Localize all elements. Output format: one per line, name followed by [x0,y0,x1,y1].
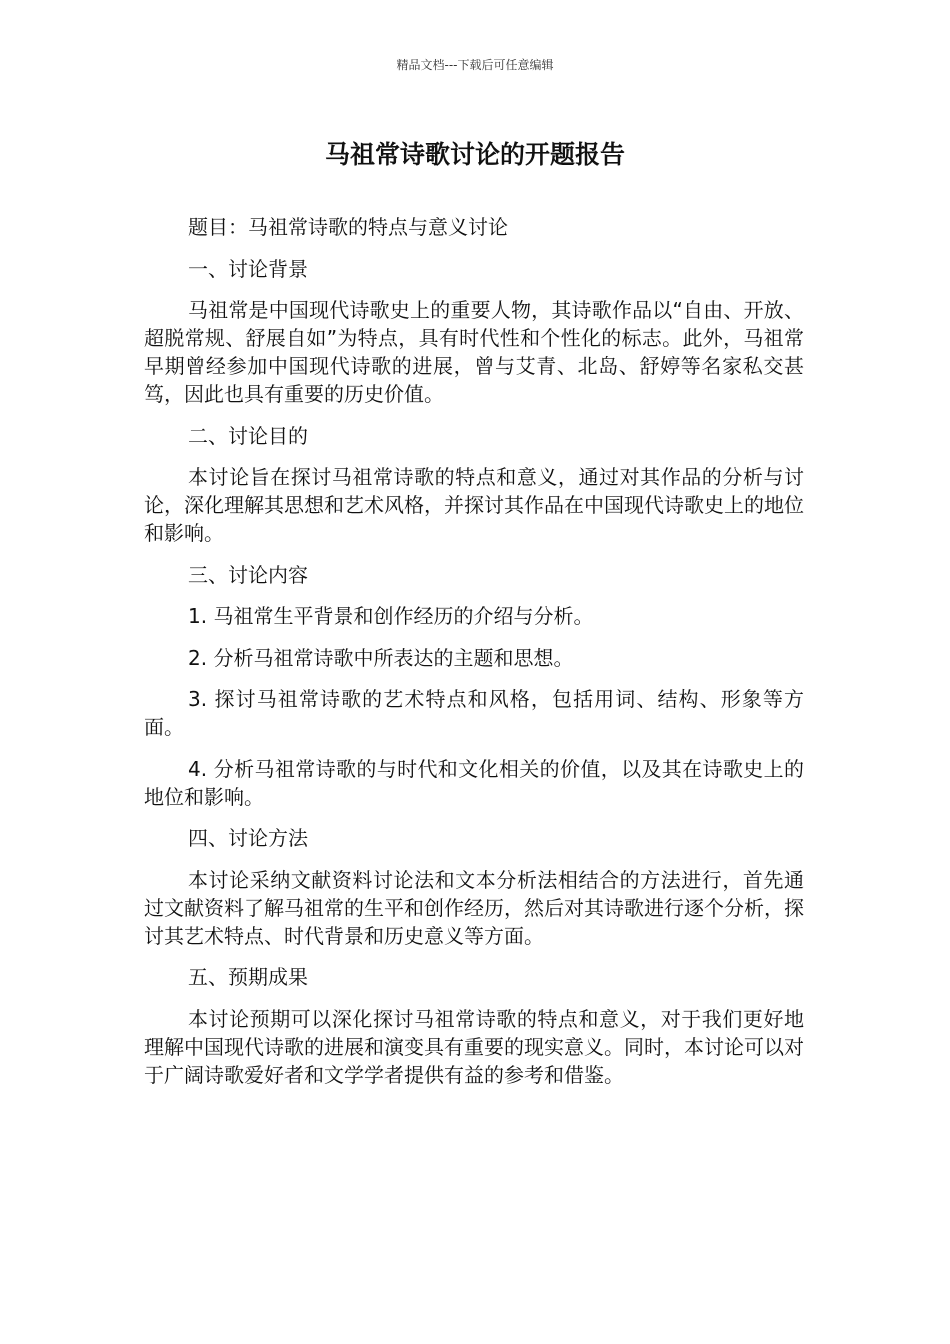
content-list-item: 2. 分析马祖常诗歌中所表达的主题和思想。 [188,645,574,670]
content-list-item: 3. 探讨马祖常诗歌的艺术特点和风格，包括用词、结构、形象等方面。 [144,687,804,739]
section-text-background: 马祖常是中国现代诗歌史上的重要人物，其诗歌作品以“自由、开放、超脱常规、舒展自如”为特点，具有时代性和个性化的标志。此外，马祖常早期曾经参加中国现代诗歌的进展，曾与艾青、北岛、舒婷等名家私交甚笃，因此也具有重要的历史价值。 [144,298,804,406]
page-header-note: 精品文档---下载后可任意编辑 [396,58,554,72]
section-heading-purpose: 二、讨论目的 [188,423,308,448]
subject-line: 题目：马祖常诗歌的特点与意义讨论 [188,215,508,239]
document-body [144,213,804,1102]
section-heading-method: 四、讨论方法 [188,826,308,850]
section-heading-content: 三、讨论内容 [188,562,308,587]
section-text-method: 本讨论采纳文献资料讨论法和文本分析法相结合的方法进行，首先通过文献资料了解马祖常的生平和创作经历，然后对其诗歌进行逐个分析，探讨其艺术特点、时代背景和历史意义等方面。 [144,867,804,948]
content-list-item: 4. 分析马祖常诗歌的与时代和文化相关的价值，以及其在诗歌史上的地位和影响。 [144,756,804,809]
section-heading-outcome: 五、预期成果 [188,965,308,989]
section-text-outcome: 本讨论预期可以深化探讨马祖常诗歌的特点和意义，对于我们更好地理解中国现代诗歌的进展和演变具有重要的现实意义。同时，本讨论可以对于广阔诗歌爱好者和文学学者提供有益的参考和借鉴。 [144,1006,804,1087]
document-title: 马祖常诗歌讨论的开题报告 [324,140,625,169]
section-text-purpose: 本讨论旨在探讨马祖常诗歌的特点和意义，通过对其作品的分析与讨论，深化理解其思想和艺术风格，并探讨其作品在中国现代诗歌史上的地位和影响。 [144,465,804,545]
section-heading-background: 一、讨论背景 [188,256,308,281]
content-list-item: 1. 马祖常生平背景和创作经历的介绍与分析。 [188,604,594,628]
